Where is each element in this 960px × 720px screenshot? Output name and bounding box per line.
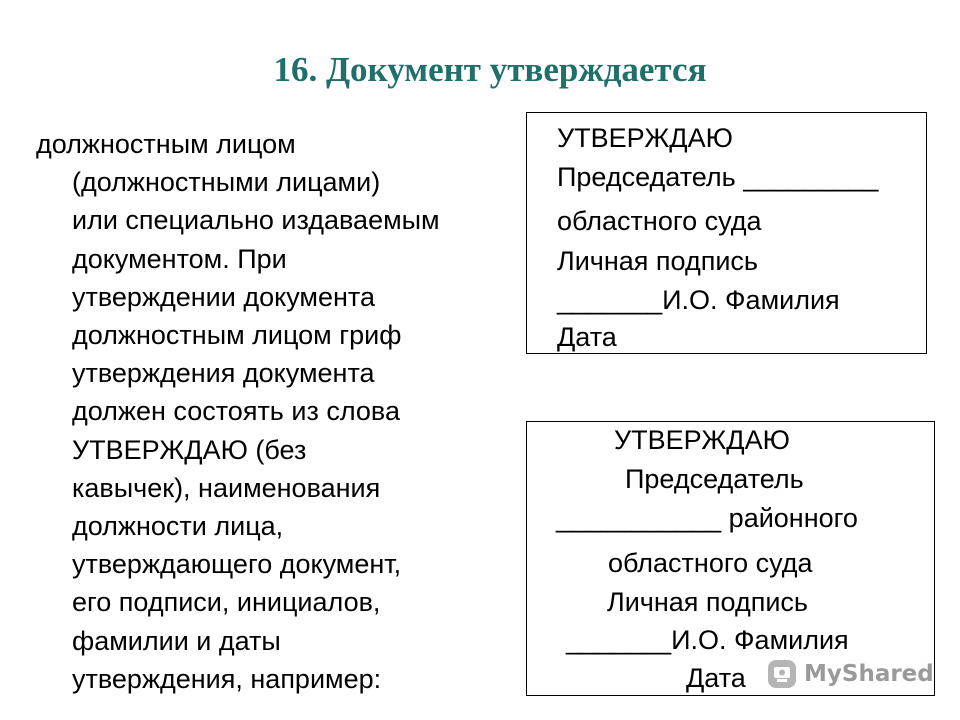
stamp-date-line: Дата <box>686 663 746 693</box>
body-paragraph <box>36 125 496 698</box>
body-line: утверждении документа <box>72 281 375 312</box>
stamp-approve-label: УТВЕРЖДАЮ <box>614 425 790 455</box>
stamp-name-line: _______И.О. Фамилия <box>557 285 840 315</box>
stamp-district-line: ___________ районного <box>556 503 858 533</box>
body-line: утверждения документа <box>72 358 375 389</box>
body-line: фамилии и даты <box>72 625 281 656</box>
body-line: (должностными лицами) <box>72 167 381 198</box>
body-line: должен состоять из слова <box>72 396 400 427</box>
body-line: его подписи, инициалов, <box>72 587 381 618</box>
myshared-logo-icon <box>766 658 798 690</box>
body-line: кавычек), наименования <box>72 472 381 503</box>
body-line: должности лица, <box>72 511 284 542</box>
body-line: утверждения, например: <box>72 663 382 694</box>
body-line: должностным лицом <box>36 129 296 159</box>
stamp-signature-line: Личная подпись <box>607 587 808 617</box>
body-line: или специально издаваемым <box>72 205 440 236</box>
stamp-chairman-line: Председатель _________ <box>557 162 879 192</box>
slide-title: 16. Документ утверждается <box>273 50 707 89</box>
watermark <box>766 654 934 694</box>
body-line: утверждающего документ, <box>72 549 402 580</box>
stamp-court-line: областного суда <box>608 548 813 578</box>
stamp-date-line: Дата <box>557 322 617 352</box>
stamp-approve-label: УТВЕРЖДАЮ <box>557 123 733 153</box>
stamp-name-line: _______И.О. Фамилия <box>566 625 849 655</box>
body-line: УТВЕРЖДАЮ (без <box>72 434 307 465</box>
watermark-text: MyShared <box>804 661 934 687</box>
stamp-signature-line: Личная подпись <box>557 246 758 276</box>
stamp-chairman-line: Председатель <box>625 464 804 494</box>
body-line: должностным лицом гриф <box>72 320 402 351</box>
body-line: документом. При <box>72 243 287 274</box>
stamp-court-line: областного суда <box>557 206 762 236</box>
